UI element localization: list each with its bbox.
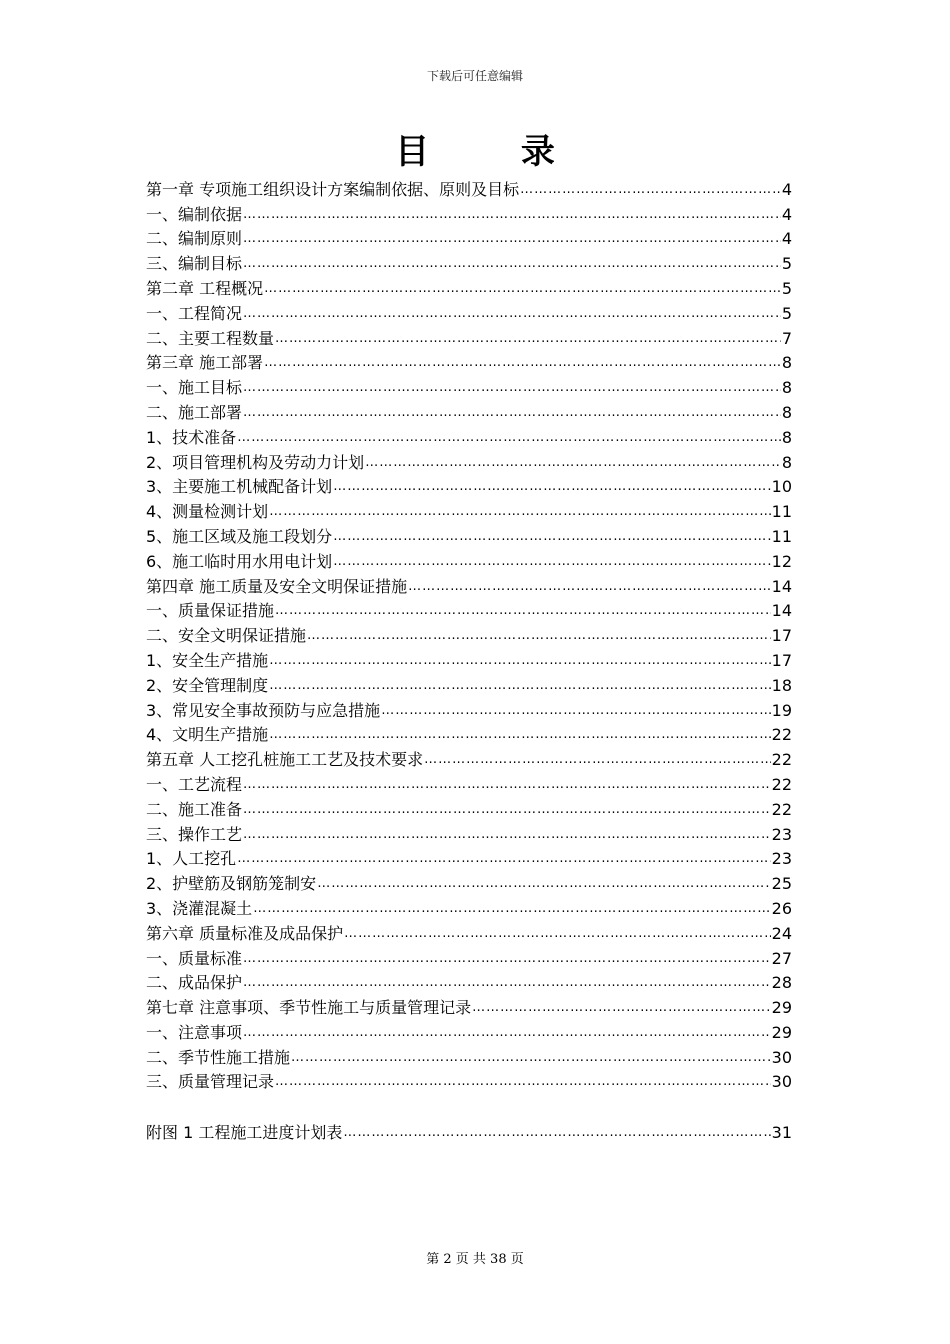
toc-dot-leader: [520, 180, 781, 199]
toc-entry-page: 23: [771, 824, 792, 844]
toc-entry: [146, 645, 792, 670]
toc-dot-leader: [237, 849, 770, 868]
toc-dot-leader: [424, 750, 771, 769]
toc-entry-label: 1、安全生产措施: [146, 650, 269, 670]
toc-entry: [146, 224, 792, 249]
toc-entry: [146, 744, 792, 769]
toc-entry: [146, 447, 792, 472]
toc-entry: [146, 521, 792, 546]
toc-entry-label: 一、编制依据: [146, 204, 243, 224]
page-header: 下载后可任意编辑: [426, 69, 523, 83]
toc-entry-label: 一、注意事项: [146, 1022, 243, 1042]
toc-entry-label: 第六章 质量标准及成品保护: [146, 923, 344, 943]
toc-entry-label: 三、质量管理记录: [146, 1072, 275, 1092]
toc-dot-leader: [243, 205, 781, 224]
toc-entry-label: 一、质量标准: [146, 948, 243, 968]
table-of-contents: [146, 174, 792, 1142]
toc-entry-label: 2、安全管理制度: [146, 675, 269, 695]
toc-entry-page: 7: [781, 328, 792, 348]
toc-dot-leader: [269, 502, 770, 521]
toc-dot-leader: [472, 998, 771, 1017]
toc-entry-label: 一、工程简况: [146, 303, 243, 323]
toc-entry: [146, 472, 792, 497]
toc-dot-leader: [243, 304, 781, 323]
toc-entry-label: 6、施工临时用水用电计划: [146, 551, 333, 571]
toc-dot-leader: [333, 552, 770, 571]
toc-entry-label: 二、季节性施工措施: [146, 1047, 291, 1067]
toc-dot-leader: [243, 378, 781, 397]
toc-entry-page: 30: [771, 1072, 792, 1092]
toc-entry: [146, 422, 792, 447]
toc-entry: [146, 893, 792, 918]
toc-dot-leader: [264, 353, 781, 372]
toc-entry: [146, 273, 792, 298]
toc-dot-leader: [333, 477, 770, 496]
toc-dot-leader: [243, 949, 771, 968]
toc-dot-leader: [243, 800, 771, 819]
toc-entry-page: 8: [781, 427, 792, 447]
toc-entry-label: 二、编制原则: [146, 229, 243, 249]
toc-entry: [146, 348, 792, 373]
toc-entry-label: 一、工艺流程: [146, 774, 243, 794]
toc-dot-leader: [243, 229, 781, 248]
toc-entry: [146, 943, 792, 968]
toc-entry-page: 31: [771, 1123, 792, 1143]
toc-entry: [146, 496, 792, 521]
toc-entry-page: 27: [771, 948, 792, 968]
toc-dot-leader: [243, 825, 771, 844]
toc-entry-label: 二、主要工程数量: [146, 328, 275, 348]
toc-entry-label: 2、护壁筋及钢筋笼制安: [146, 874, 317, 894]
toc-entry-page: 8: [781, 378, 792, 398]
toc-entry: [146, 174, 792, 199]
toc-entry: [146, 620, 792, 645]
toc-entry-label: 1、技术准备: [146, 427, 237, 447]
toc-entry-label: 三、编制目标: [146, 254, 243, 274]
toc-entry-page: 4: [781, 179, 792, 199]
toc-entry-label: 第三章 施工部署: [146, 353, 264, 373]
page-footer: 第 2 页 共 38 页: [426, 1252, 524, 1267]
toc-dot-leader: [291, 1048, 771, 1067]
toc-entry-label: 第四章 施工质量及安全文明保证措施: [146, 576, 408, 596]
toc-entry-page: 4: [781, 229, 792, 249]
toc-entry-page: 29: [771, 1022, 792, 1042]
toc-entry-label: 5、施工区域及施工段划分: [146, 526, 333, 546]
toc-entry-label: 3、常见安全事故预防与应急措施: [146, 700, 381, 720]
toc-entry-page: 22: [771, 725, 792, 745]
toc-entry: [146, 720, 792, 745]
toc-entry-label: 第二章 工程概况: [146, 278, 264, 298]
toc-entry: [146, 546, 792, 571]
toc-dot-leader: [243, 254, 781, 273]
toc-entry-page: 22: [771, 750, 792, 770]
toc-entry: [146, 769, 792, 794]
toc-entry: [146, 1042, 792, 1067]
toc-entry: [146, 695, 792, 720]
toc-entry: [146, 819, 792, 844]
toc-dot-leader: [243, 973, 771, 992]
toc-entry-page: 10: [771, 477, 792, 497]
toc-entry-page: 14: [771, 576, 792, 596]
toc-entry-label: 4、测量检测计划: [146, 502, 269, 522]
toc-dot-leader: [237, 428, 781, 447]
toc-entry-label: 二、施工部署: [146, 402, 243, 422]
toc-entry: [146, 844, 792, 869]
toc-entry-label: 2、项目管理机构及劳动力计划: [146, 452, 365, 472]
toc-dot-leader: [317, 874, 770, 893]
toc-dot-leader: [243, 775, 771, 794]
toc-entry-page: 17: [771, 650, 792, 670]
toc-entry-page: 22: [771, 799, 792, 819]
toc-dot-leader: [269, 725, 770, 744]
toc-entry-page: 8: [781, 353, 792, 373]
toc-entry-page: 5: [781, 303, 792, 323]
toc-dot-leader: [243, 1023, 771, 1042]
toc-entry: [146, 248, 792, 273]
toc-entry: [146, 397, 792, 422]
toc-entry: [146, 372, 792, 397]
toc-entry-page: 5: [781, 254, 792, 274]
toc-entry-page: 8: [781, 452, 792, 472]
toc-entry-page: 22: [771, 774, 792, 794]
toc-entry-page: 30: [771, 1047, 792, 1067]
toc-dot-leader: [307, 626, 771, 645]
toc-entry-label: 4、文明生产措施: [146, 725, 269, 745]
toc-dot-leader: [408, 577, 771, 596]
toc-entry-page: 24: [771, 923, 792, 943]
toc-entry-label: 三、操作工艺: [146, 824, 243, 844]
toc-dot-leader: [344, 924, 771, 943]
toc-entry-page: 29: [771, 998, 792, 1018]
toc-entry-page: 11: [771, 502, 792, 522]
toc-dot-leader: [381, 701, 770, 720]
toc-dot-leader: [253, 899, 770, 918]
toc-entry: [146, 968, 792, 993]
toc-entry-label: 附图 1 工程施工进度计划表: [146, 1123, 343, 1143]
toc-entry-page: 14: [771, 601, 792, 621]
toc-entry-page: 8: [781, 402, 792, 422]
toc-dot-leader: [275, 601, 771, 620]
toc-entry-label: 3、主要施工机械配备计划: [146, 477, 333, 497]
toc-entry: [146, 323, 792, 348]
toc-entry-label: 第一章 专项施工组织设计方案编制依据、原则及目标: [146, 179, 520, 199]
toc-dot-leader: [365, 453, 781, 472]
toc-entry-label: 3、浇灌混凝土: [146, 898, 253, 918]
toc-entry-label: 1、人工挖孔: [146, 849, 237, 869]
toc-entry: [146, 1017, 792, 1042]
toc-entry-label: 二、成品保护: [146, 973, 243, 993]
toc-dot-leader: [275, 1072, 771, 1091]
toc-entry-page: 23: [771, 849, 792, 869]
toc-entry-page: 11: [771, 526, 792, 546]
toc-entry-label: 一、施工目标: [146, 378, 243, 398]
page-title: 目 录: [395, 132, 595, 172]
toc-dot-leader: [243, 403, 781, 422]
toc-dot-leader: [269, 651, 770, 670]
toc-entry-page: 25: [771, 874, 792, 894]
toc-entry: [146, 868, 792, 893]
toc-entry: [146, 199, 792, 224]
toc-entry-label: 第五章 人工挖孔桩施工工艺及技术要求: [146, 750, 424, 770]
toc-entry-label: 一、质量保证措施: [146, 601, 275, 621]
toc-entry-page: 19: [771, 700, 792, 720]
toc-entry-label: 二、安全文明保证措施: [146, 626, 307, 646]
toc-entry-label: 第七章 注意事项、季节性施工与质量管理记录: [146, 998, 472, 1018]
toc-entry-page: 18: [771, 675, 792, 695]
toc-entry: [146, 992, 792, 1017]
toc-entry: [146, 918, 792, 943]
toc-entry: [146, 298, 792, 323]
toc-entry-page: 17: [771, 626, 792, 646]
toc-entry: [146, 1117, 792, 1142]
toc-entry-label: 二、施工准备: [146, 799, 243, 819]
toc-dot-leader: [275, 329, 781, 348]
toc-entry: [146, 596, 792, 621]
toc-entry-page: 5: [781, 278, 792, 298]
toc-entry: [146, 670, 792, 695]
toc-dot-leader: [264, 279, 781, 298]
toc-dot-leader: [343, 1123, 770, 1142]
toc-entry: [146, 571, 792, 596]
toc-entry-page: 4: [781, 204, 792, 224]
toc-dot-leader: [333, 527, 770, 546]
toc-entry: [146, 1067, 792, 1092]
toc-entry-page: 26: [771, 898, 792, 918]
toc-entry-page: 12: [771, 551, 792, 571]
toc-entry: [146, 794, 792, 819]
toc-dot-leader: [269, 676, 770, 695]
toc-entry-page: 28: [771, 973, 792, 993]
